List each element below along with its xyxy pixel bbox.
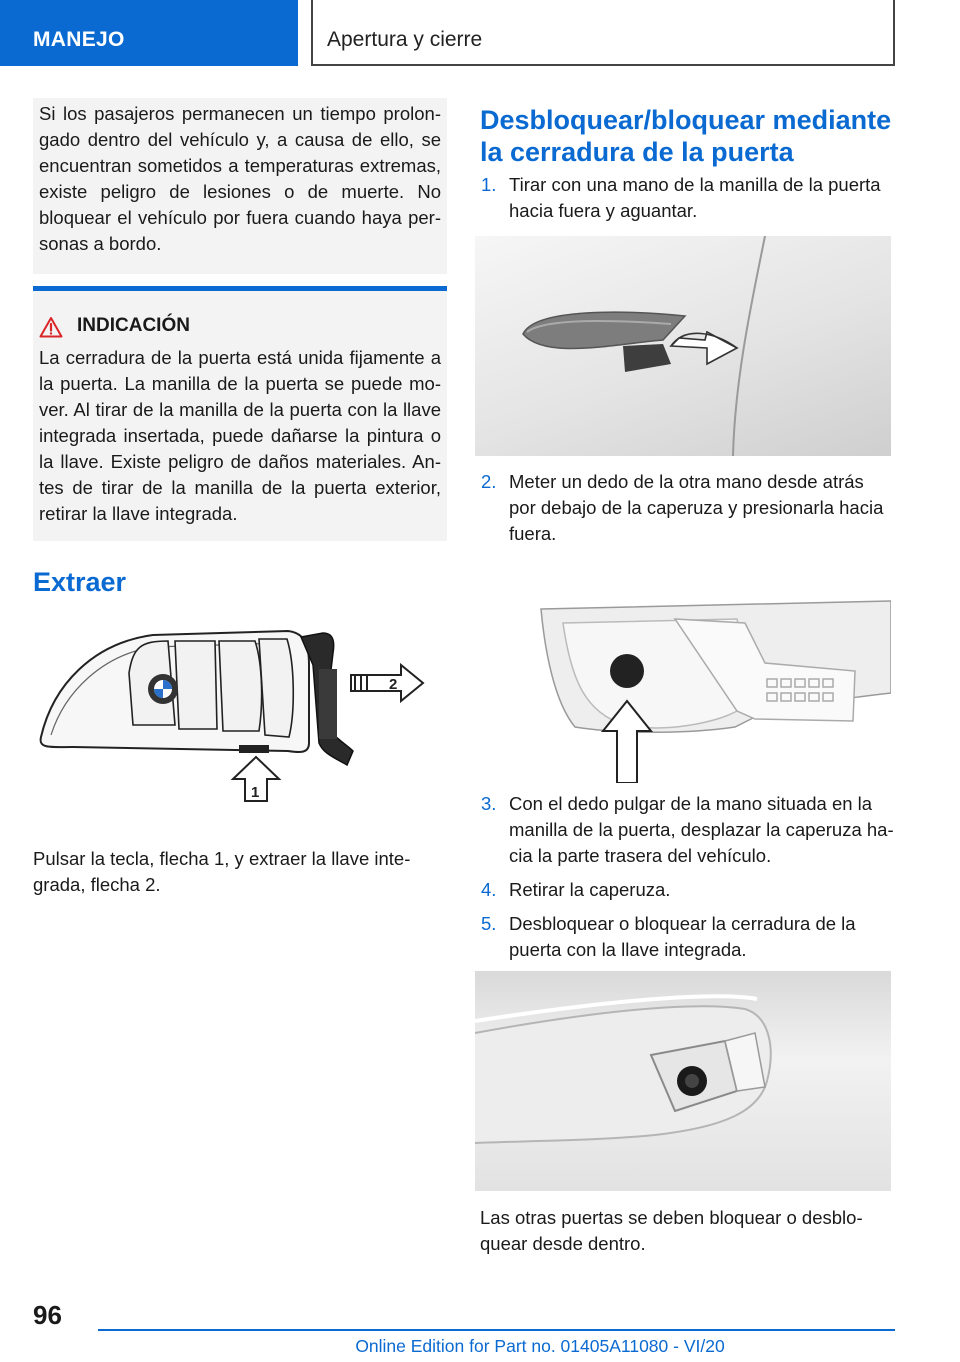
footer-edition-text: Online Edition for Part no. 01405A11080 - VI/20: [355, 1336, 725, 1356]
step-text: Retirar la caperuza.: [509, 879, 671, 900]
step-item: [475, 911, 899, 963]
warning-triangle-icon: [39, 316, 63, 338]
chapter-tab: [311, 0, 895, 66]
step-item: [475, 469, 895, 547]
step-text: Tirar con una mano de la manilla de la puerta hacia fuera y aguantar.: [509, 174, 881, 221]
step-number: 4.: [481, 879, 497, 900]
door-lock-heading: Desbloquear/bloquear mediante la cerradura de la puerta: [480, 105, 892, 167]
arrow-1-label: 1: [251, 784, 260, 801]
step-item: [475, 877, 899, 903]
cap-removal-figure: [475, 583, 891, 783]
step-text: Con el dedo pulgar de la mano situada en la manilla de la puerta, desplazar la caperuza hacia la parte trasera del vehículo.: [509, 793, 894, 866]
extraer-text: Pulsar la tecla, flecha 1, y extraer la llave integrada, flecha 2.: [33, 848, 411, 895]
steps-list-b: [475, 469, 895, 547]
notice-title: INDICACIÓN: [77, 315, 190, 336]
door-handle-figure: [475, 236, 891, 456]
step-item: [475, 172, 895, 224]
extraer-heading: Extraer: [33, 567, 127, 597]
section-title: MANEJO: [33, 28, 125, 51]
footer-rule: [98, 1329, 895, 1331]
page-number: 96: [33, 1300, 62, 1330]
chapter-title: Apertura y cierre: [327, 28, 483, 51]
warning-continued-box: [33, 98, 447, 274]
step-text: Desbloquear o bloquear la cerradura de la puerta con la llave integrada.: [509, 913, 856, 960]
steps-list-a: [475, 172, 895, 224]
warning-continued-text: Si los pasajeros permanecen un tiempo prolongado dentro del vehículo y, a causa de ello, se encuentran sometidos a temperaturas extremas, existe peligro de lesiones o de muerte. No bloquear el vehículo por fuera cuando haya personas a bordo.: [39, 103, 441, 254]
step-number: 1.: [481, 174, 497, 195]
step-text: Meter un dedo de la otra mano desde atrás por debajo de la caperuza y presionarla hacia fuera.: [509, 471, 884, 544]
notice-heading: [33, 291, 447, 336]
footer-edition: [0, 1336, 960, 1357]
section-tab: [0, 0, 298, 66]
notice-box: [33, 286, 447, 541]
key-extraction-figure: [33, 625, 447, 810]
arrow-2-label: 2: [389, 676, 398, 693]
closing-text: Las otras puertas se deben bloquear o desbloquear desde dentro.: [480, 1207, 863, 1254]
step-number: 2.: [481, 471, 497, 492]
step-item: [475, 791, 899, 869]
step-number: 3.: [481, 793, 497, 814]
lock-cylinder-figure: [475, 971, 891, 1191]
notice-text: La cerradura de la puerta está unida fijamente a la puerta. La manilla de la puerta se puede mover. Al tirar de la manilla de la puerta con la llave integrada insertada, puede dañarse la pintura o la llave. Existe peligro de daños materiales. Antes de tirar de la manilla de la puerta exterior, retirar la llave integrada.: [39, 347, 441, 524]
steps-list-c: [475, 791, 899, 963]
step-number: 5.: [481, 913, 497, 934]
